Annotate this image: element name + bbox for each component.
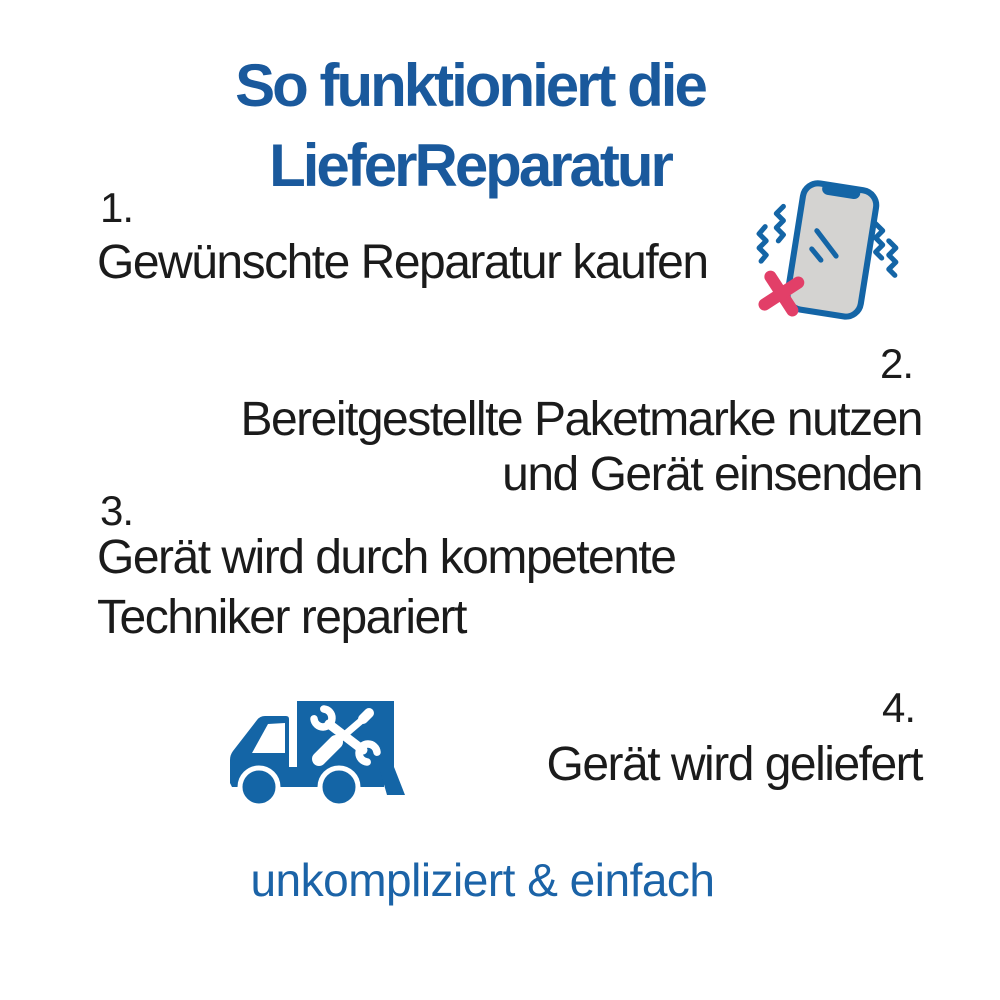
- step-4-text: Gerät wird geliefert: [546, 738, 922, 791]
- truck-front-wheel: [240, 768, 278, 806]
- page-title-line-2: LieferReparatur: [269, 132, 671, 199]
- step-2-text-line-1: Bereitgestellte Paketmarke nutzen: [240, 393, 922, 446]
- page-title-line-1: So funktioniert die: [235, 52, 705, 119]
- repair-truck-icon: [224, 684, 409, 829]
- vibration-lines-left-icon: [759, 206, 783, 261]
- step-2-number: 2.: [879, 340, 913, 387]
- footer-tagline: unkompliziert & einfach: [250, 854, 715, 906]
- vibration-lines-right-icon: [876, 224, 896, 276]
- step-1-number: 1.: [100, 184, 134, 231]
- step-1-text: Gewünschte Reparatur kaufen: [97, 236, 708, 289]
- step-3-number: 3.: [100, 487, 134, 534]
- step-4-number: 4.: [881, 684, 915, 731]
- step-3-text-line-2: Techniker repariert: [97, 591, 466, 644]
- truck-rear-wheel: [320, 768, 358, 806]
- step-3-text-line-1: Gerät wird durch kompetente: [97, 531, 676, 584]
- broken-phone-icon: [753, 176, 905, 328]
- step-2-text-line-2: und Gerät einsenden: [502, 448, 922, 501]
